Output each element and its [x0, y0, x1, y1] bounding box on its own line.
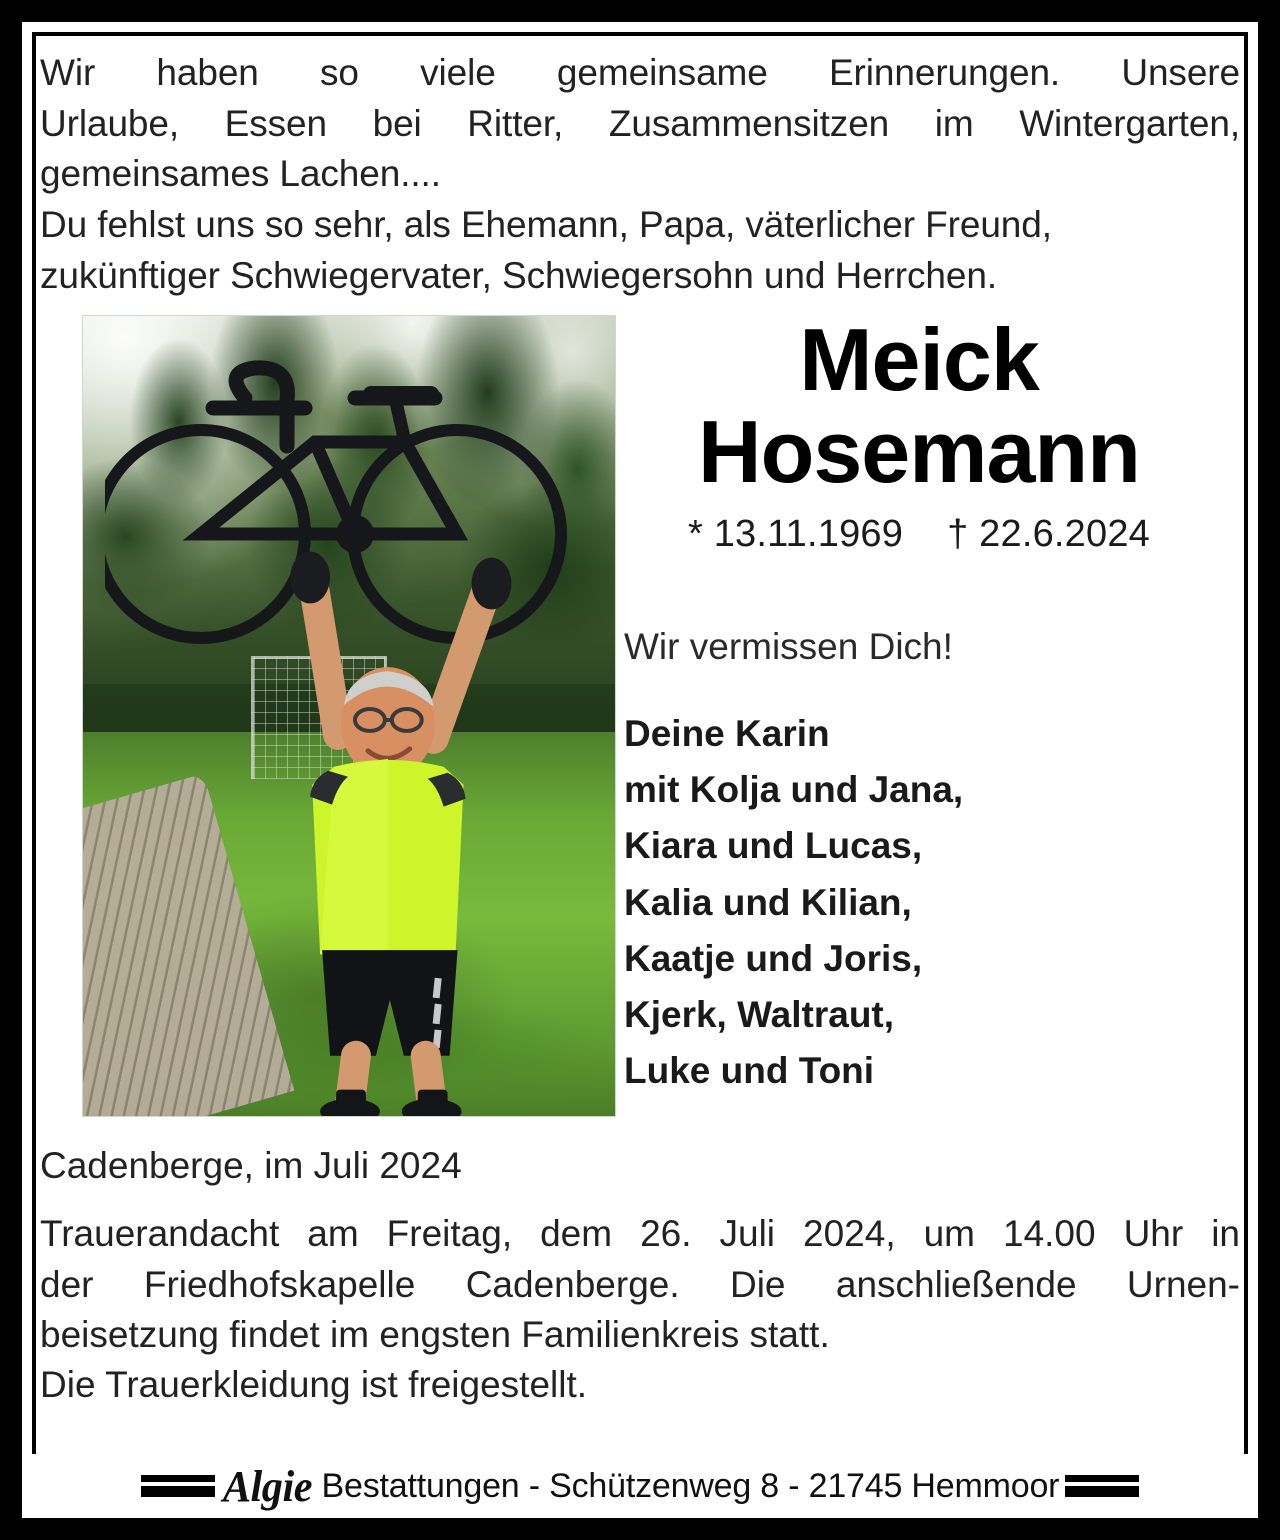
service-line-1: Trauerandacht am Freitag, dem 26. Juli 2024, um 14.00 Uhr in	[40, 1213, 1240, 1255]
intro-line-5: zukünftiger Schwiegervater, Schwiegersohn und Herrchen.	[40, 254, 998, 296]
funeral-home-address: Bestattungen - Schützenweg 8 - 21745 Hemmoor	[321, 1466, 1060, 1505]
family-line: Deine Karin	[624, 712, 830, 754]
family-line: Luke und Toni	[624, 1050, 875, 1092]
deceased-last-name: Hosemann	[698, 402, 1140, 502]
service-line-3: beisetzung findet im engsten Familienkreis statt.	[40, 1314, 830, 1356]
family-line: Kjerk, Waltraut,	[624, 994, 895, 1036]
life-dates	[598, 513, 1240, 556]
funeral-home-footer	[22, 1454, 1258, 1518]
service-line-2: der Friedhofskapelle Cadenberge. Die anschließende Urnen-	[40, 1263, 1240, 1305]
family-line: Kiara und Lucas,	[624, 825, 923, 867]
intro-line-2: Urlaube, Essen bei Ritter, Zusammensitzen im Wintergarten,	[40, 102, 1240, 144]
death-date: † 22.6.2024	[947, 512, 1151, 555]
deceased-first-name: Meick	[799, 310, 1039, 410]
notice-content	[22, 22, 1258, 1518]
intro-line-4: Du fehlst uns so sehr, als Ehemann, Papa, väterlicher Freund,	[40, 204, 1052, 246]
portrait-photo	[82, 315, 616, 1117]
portrait-photo-wrap	[40, 315, 576, 1117]
algie-logo: Algie	[222, 1461, 312, 1511]
name-and-family-column	[576, 310, 1240, 1099]
service-details	[40, 1209, 1240, 1410]
photo-person	[83, 316, 615, 1116]
deceased-name	[598, 310, 1240, 502]
missing-line: Wir vermissen Dich!	[624, 625, 953, 667]
intro-text	[40, 48, 1240, 301]
middle-block	[40, 310, 1240, 1117]
birth-date: * 13.11.1969	[687, 512, 904, 555]
footer-rule-right	[1065, 1475, 1139, 1497]
family-signature	[624, 706, 1240, 1100]
family-line: Kaatje und Joris,	[624, 937, 923, 979]
family-line: mit Kolja und Jana,	[624, 769, 964, 811]
intro-line-1: Wir haben so viele gemeinsame Erinnerungen. Unsere	[40, 52, 1240, 93]
footer-rule-left	[141, 1475, 215, 1497]
intro-line-3: gemeinsames Lachen....	[40, 153, 441, 195]
place-and-date: Cadenberge, im Juli 2024	[40, 1145, 462, 1187]
family-line: Kalia und Kilian,	[624, 881, 912, 923]
service-line-4: Die Trauerkleidung ist freigestellt.	[40, 1364, 588, 1406]
